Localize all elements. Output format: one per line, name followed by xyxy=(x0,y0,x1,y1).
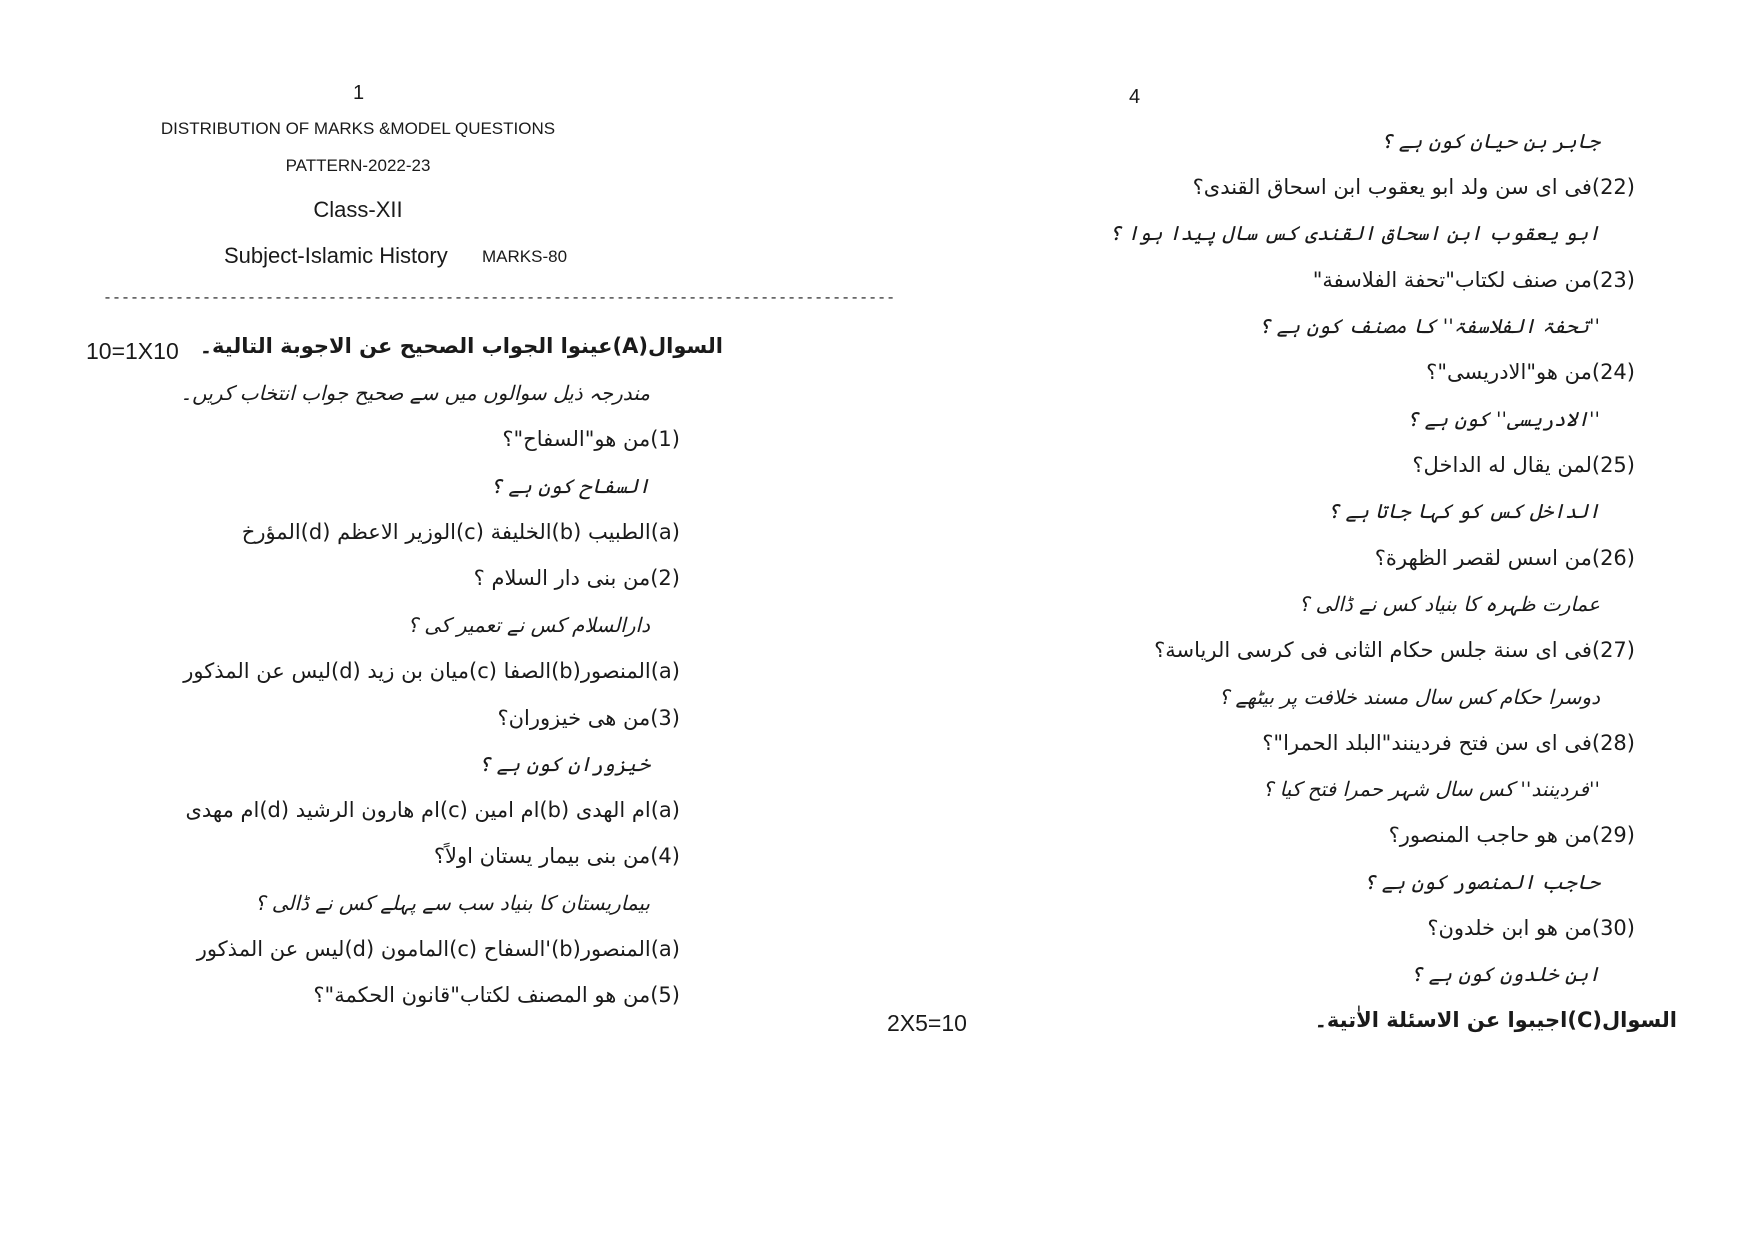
divider-rule: ---------------------------------------------------------------------------------------- xyxy=(103,290,896,307)
subject-label: Subject-Islamic History xyxy=(224,243,448,268)
section-c-heading: السوال(C)اجيبوا عن الاسئلة الاٰتية۔ xyxy=(1314,1008,1677,1032)
question-29-urdu: حاجب المنصور کون ہے ؟ xyxy=(1363,870,1600,894)
document-title: DISTRIBUTION OF MARKS &MODEL QUESTIONS xyxy=(160,119,556,138)
question-2: (2)من بنى دار السلام ؟ xyxy=(473,566,680,590)
question-23: (23)من صنف لكتاب"تحفة الفلاسفة" xyxy=(1312,268,1635,292)
right-page xyxy=(876,0,1753,1240)
question-24: (24)من هو"الادريسى"؟ xyxy=(1426,360,1635,384)
question-21-urdu: جابر بن حیان کون ہے ؟ xyxy=(1380,129,1600,153)
question-24-urdu: ''الادریسی'' کون ہے ؟ xyxy=(1406,407,1600,431)
class-label: Class-XII xyxy=(313,197,403,222)
section-a-heading: السوال(A)عينوا الجواب الصحيح عن الاجوبة التالية۔ xyxy=(199,334,723,358)
question-3-options: (a)ام الهدى (b)ام امين (c)ام هارون الرشيد (d)ام مهدى xyxy=(185,798,680,822)
question-28: (28)فى اى سن فتح فردينند"البلد الحمرا"؟ xyxy=(1262,731,1635,755)
question-2-urdu: دارالسلام کس نے تعمیر کی ؟ xyxy=(407,613,650,637)
question-26: (26)من اسس لقصر الظهرة؟ xyxy=(1374,546,1635,570)
question-28-urdu: ''فردینند'' کس سال شہر حمرا فتح کیا ؟ xyxy=(1262,777,1600,801)
question-23-urdu: ''تحفۃ الفلاسفۃ'' کا مصنف کون ہے ؟ xyxy=(1258,314,1600,338)
section-a-marks: 10=1X10 xyxy=(86,338,179,364)
question-22-urdu: ابو یعقوب ابن اسحاق القندی کس سال پیدا ہوا ؟ xyxy=(1109,221,1600,245)
question-25: (25)لمن يقال له الداخل؟ xyxy=(1412,453,1635,477)
question-30: (30)من هو ابن خلدون؟ xyxy=(1427,916,1635,940)
question-22: (22)فى اى سن ولد ابو يعقوب ابن اسحاق القندى؟ xyxy=(1192,175,1635,199)
question-2-options: (a)المنصور(b)الصفا (c)ميان بن زيد (d)ليس عن المذكور xyxy=(183,659,680,683)
question-4-options: (a)المنصور(b)'السفاح (c)المامون (d)ليس عن المذكور xyxy=(196,937,680,961)
question-3-urdu: خیزوران کون ہے ؟ xyxy=(478,752,650,776)
question-4: (4)من بنى بيمار يستان اولاً؟ xyxy=(433,844,680,868)
pattern-label: PATTERN-2022-23 xyxy=(285,156,431,175)
question-1: (1)من هو"السفاح"؟ xyxy=(502,427,680,451)
question-5: (5)من هو المصنف لكتاب"قانون الحكمة"؟ xyxy=(313,983,680,1007)
question-29: (29)من هو حاجب المنصور؟ xyxy=(1388,823,1635,847)
question-3: (3)من هى خيزوران؟ xyxy=(497,706,680,730)
question-26-urdu: عمارت ظہرہ کا بنیاد کس نے ڈالی ؟ xyxy=(1298,592,1600,616)
question-1-options: (a)الطبيب (b)الخليفة (c)الوزير الاعظم (d)المؤرخ xyxy=(241,520,680,544)
question-25-urdu: الداخل کس کو کہا جاتا ہے ؟ xyxy=(1327,499,1600,523)
question-1-urdu: السفاح کون ہے ؟ xyxy=(490,474,650,498)
question-4-urdu: بیماریستان کا بنیاد سب سے پہلے کس نے ڈالی ؟ xyxy=(254,891,650,915)
question-27: (27)فى اى سنة جلس حكام الثانى فى كرسى الرياسة؟ xyxy=(1154,638,1635,662)
page-number: 1 xyxy=(353,82,365,104)
section-c-marks: 2X5=10 xyxy=(887,1010,967,1036)
page-number: 4 xyxy=(1129,86,1141,108)
question-30-urdu: ابن خلدون کون ہے ؟ xyxy=(1410,962,1600,986)
question-27-urdu: دوسرا حکام کس سال مسند خلافت پر بیٹھے ؟ xyxy=(1218,685,1600,709)
section-a-instruction: مندرجہ ذیل سوالوں میں سے صحیح جواب انتخاب کریں۔ xyxy=(180,381,650,405)
total-marks: MARKS-80 xyxy=(482,247,568,266)
